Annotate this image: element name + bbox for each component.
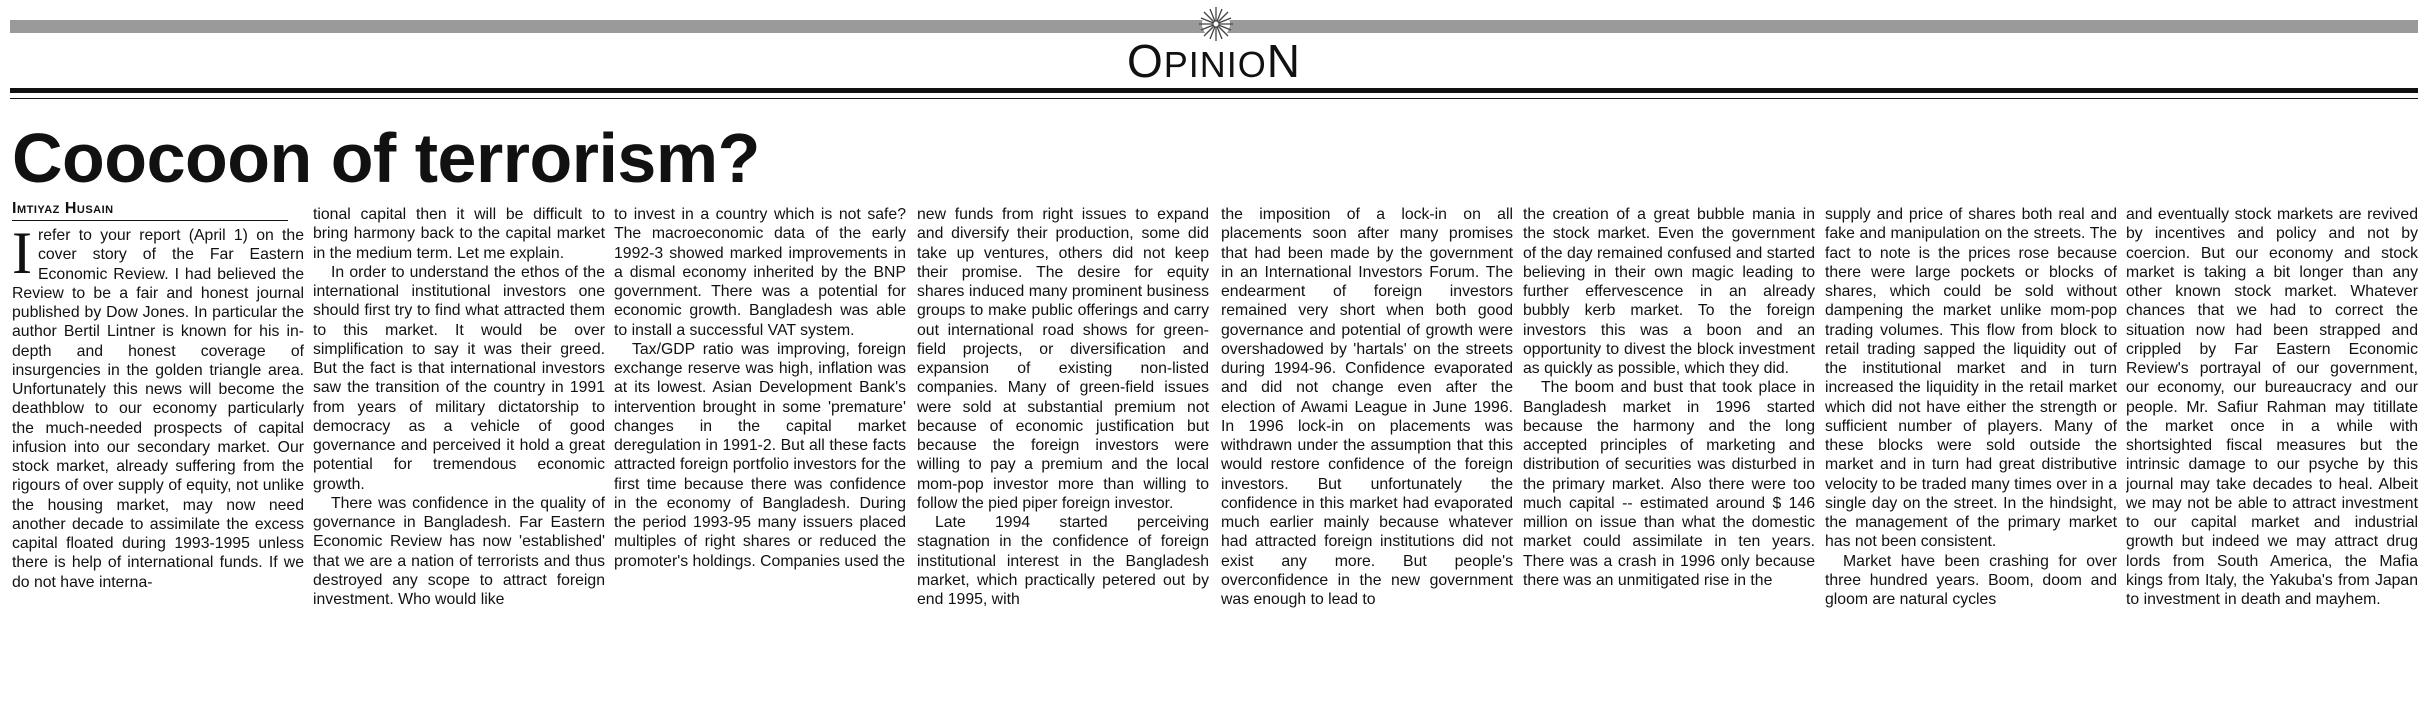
- article-column-6: [1523, 205, 1815, 721]
- section-title-initial: O: [1126, 35, 1164, 87]
- article-paragraph: refer to your report (April 1) on the cover story of the Far Eastern Economic Review. I had believed the Review to be a fair and honest journal published by Dow Jones. In particular the author Bertil Lintner is known for his in-depth and honest coverage of insurgencies in the golden triangle area. Unfortunately this news will become the deathblow to our economy particularly the much-needed prospects of capital infusion into our secondary market. Our stock market, already suffering from the rigours of over supply of equity, not unlike the housing market, may now need another decade to assimilate the excess capital floated during 1993-1995 unless there is help of international funds. If we do not have interna-: [12, 227, 304, 591]
- section-title: [0, 34, 2428, 87]
- article-paragraph: In order to understand the ethos of the international institutional investors one should first try to find what attracted them to this market. It would be over simplification to say it was their greed. But the fact is that international investors saw the transition of the country in 1991 from years of military dictatorship to democracy as a vehicle of good governance and perceived it hold a great potential for tremendous economic growth.: [313, 263, 605, 493]
- article-column-5: [1221, 205, 1513, 721]
- article-column-2: [313, 205, 605, 721]
- article-paragraph: Market have been crashing for over three hundred years. Boom, doom and gloom are natural cycles: [1825, 552, 2117, 608]
- section-title-final: N: [1266, 35, 1302, 87]
- article-paragraph: Late 1994 started perceiving stagnation in the confidence of foreign institutional interest in the Bangladesh market, which practically petered out by end 1995, with: [917, 514, 1209, 608]
- article-byline: Imtiyaz Husain: [12, 200, 114, 217]
- article-paragraph: tional capital then it will be difficult to bring harmony back to the capital market in the medium term. Let me explain.: [313, 206, 605, 262]
- article-column-7: [1825, 205, 2117, 721]
- article-paragraph: The boom and bust that took place in Bangladesh market in 1996 started because the harmony and the long accepted principles of marketing and distribution of securities was disturbed in the primary market. Also there were too much capital -- estimated around $ 146 million on issue than what the domestic market could assimilate in ten years. There was a crash in 1996 only because there was an unmitigated rise in the: [1523, 379, 1815, 589]
- article-paragraph: the imposition of a lock-in on all placements soon after many promises that had been made by the government in an International Investors Forum. The endearment of foreign investors remained very short when both good governance and potential of growth were overshadowed by 'hartals' on the streets during 1994-96. Confidence evaporated and did not change even after the election of Awami League in June 1996. In 1996 lock-in on placements was withdrawn under the assumption that this would restore confidence of the foreign investors. But unfortunately the confidence in this market had evaporated much earlier mainly because whatever had attracted foreign institutions did not exist any more. But people's overconfidence in the new government was enough to lead to: [1221, 206, 1513, 608]
- article-paragraph: new funds from right issues to expand and diversify their production, some did take up ventures, others did not keep their promise. The desire for equity shares induced many prominent business groups to make public offerings and carry out international road shows for green-field projects, or diversification and expansion of existing non-listed companies. Many of green-field issues were sold at substantial premium not because of economic justification but because the foreign investors were willing to pay a premium and the local mom-pop investor more than willing to follow the pied piper foreign investor.: [917, 206, 1209, 512]
- section-title-middle: PINIO: [1163, 44, 1267, 85]
- article-column-8: [2126, 205, 2418, 721]
- article-headline: Coocoon of terrorism?: [12, 119, 760, 197]
- article-paragraph: supply and price of shares both real and fake and manipulation on the streets. The fact to note is the prices rose because there were large pockets or blocks of shares, which could be sold without dampening the market unlike mom-pop trading volumes. This flow from block to retail trading sapped the liquidity out of the institutional market and in turn increased the liquidity in the retail market which did not have either the strength or sufficient number of players. Many of these blocks were sold outside the market and in turn had great distributive velocity to be traded many times over in a single day on the street. In the hindsight, the management of the primary market has not been consistent.: [1825, 206, 2117, 551]
- masthead-rule-thin: [10, 98, 2418, 99]
- article-paragraph: There was confidence in the quality of governance in Bangladesh. Far Eastern Economic Review has now 'established' that we are a nation of terrorists and thus destroyed any scope to attract foreign investment. Who would like: [313, 494, 605, 608]
- article-paragraph: to invest in a country which is not safe? The macroeconomic data of the early 1992-3 showed marked improvements in a dismal economy inherited by the BNP government. There was a potential for economic growth. Bangladesh was able to install a successful VAT system.: [614, 206, 906, 339]
- article-paragraph: and eventually stock markets are revived by incentives and policy and not by coercion. But our economy and stock market is taking a bit longer than any other known stock market. Whatever chances that we had to correct the situation now had been strapped and crippled by Far Eastern Economic Review's portrayal of our government, our economy, our bureaucracy and our people. Mr. Safiur Rahman may titillate the market once in a while with shortsighted fiscal measures but the intrinsic damage to our psyche by this journal may take decades to heal. Albeit we may not be able to attract investment to our capital market and industrial growth but indeed we may attract drug lords from South America, the Mafia kings from Italy, the Yakuba's from Japan to investment in death and mayhem.: [2126, 206, 2418, 608]
- masthead-rule: [10, 88, 2418, 93]
- article-paragraph: the creation of a great bubble mania in the stock market. Even the government of the day remained confused and started believing in their own magic leading to further effervescence in an already bubbly kerb market. To the foreign investors this was a boon and an opportunity to divest the block investment as quickly as possible, which they did.: [1523, 206, 1815, 377]
- article-column-3: [614, 205, 906, 721]
- article-column-4: [917, 205, 1209, 721]
- article-column-1: [12, 226, 304, 721]
- article-paragraph: Tax/GDP ratio was improving, foreign exchange reserve was high, inflation was at its lowest. Asian Development Bank's intervention brought in some 'premature' changes in the capital market deregulation in 1991-2. But all these facts attracted foreign portfolio investors for the first time because there was confidence in the economy of Bangladesh. During the period 1993-95 many issuers placed multiples of right shares or reduced the promoter's holdings. Companies used the: [614, 340, 906, 570]
- byline-rule: [12, 220, 288, 221]
- drop-cap: I: [12, 226, 32, 286]
